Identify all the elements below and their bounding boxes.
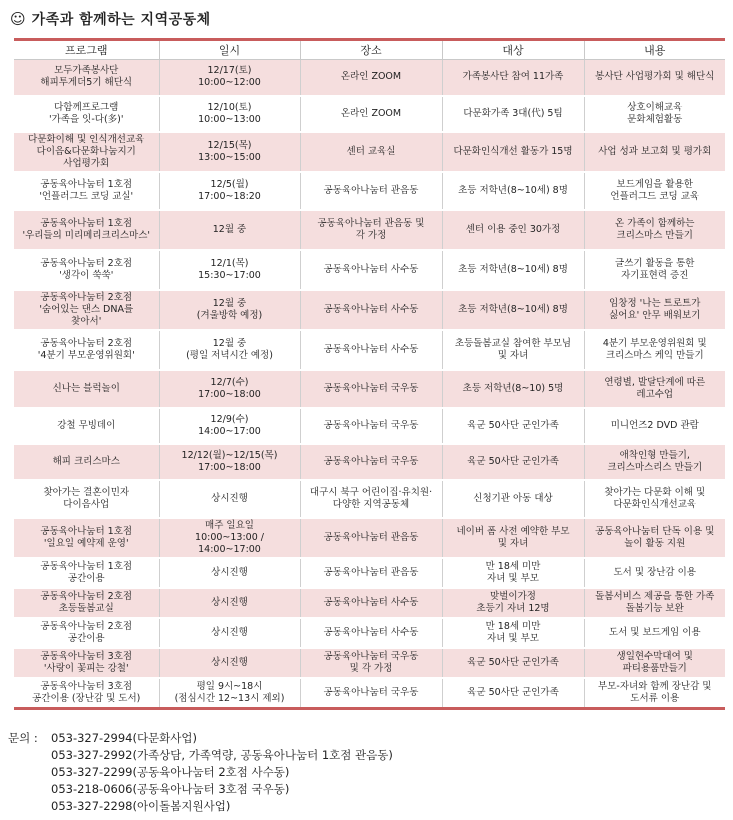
- cell-target: 만 18세 미만 자녀 및 부모: [442, 558, 584, 588]
- cell-place: 공동육아나눔터 국우동: [300, 678, 442, 709]
- cell-program: 공동육아나눔터 2호점 '생각이 쑥쑥': [14, 250, 159, 290]
- cell-place: 공동육아나눔터 관음동: [300, 558, 442, 588]
- table-header-row: [14, 40, 725, 60]
- cell-content: 글쓰기 활동을 통한 자기표현력 증진: [584, 250, 725, 290]
- cell-place: 공동육아나눔터 관음동: [300, 172, 442, 210]
- cell-place: 공동육아나눔터 사수동: [300, 618, 442, 648]
- cell-content: 보드게임을 활용한 언플러그드 코딩 교육: [584, 172, 725, 210]
- cell-program: 공동육아나눔터 1호점 '언플러그드 코딩 교실': [14, 172, 159, 210]
- cell-content: 애착인형 만들기, 크리스마스리스 만들기: [584, 444, 725, 480]
- contact-phone: 053-327-2994(다문화사업): [51, 731, 197, 745]
- cell-target: 육군 50사단 군인가족: [442, 444, 584, 480]
- cell-place: 공동육아나눔터 사수동: [300, 330, 442, 370]
- cell-datetime: 상시진행: [159, 618, 300, 648]
- header-target: 대상: [442, 40, 584, 60]
- table-row: [14, 408, 725, 444]
- cell-target: 초등 저학년(8~10세) 8명: [442, 250, 584, 290]
- cell-program: 공동육아나눔터 2호점 초등돌봄교실: [14, 588, 159, 618]
- cell-content: 부모-자녀와 함께 장난감 및 도서류 이용: [584, 678, 725, 709]
- cell-datetime: 12/10(토) 10:00~13:00: [159, 96, 300, 132]
- cell-program: 공동육아나눔터 2호점 공간이용: [14, 618, 159, 648]
- contact-phone: 053-327-2299(공동육아나눔터 2호점 사수동): [51, 765, 290, 779]
- cell-program: 공동육아나눔터 1호점 '일요일 예약제 운영': [14, 518, 159, 558]
- cell-content: 도서 및 장난감 이용: [584, 558, 725, 588]
- cell-place: 공동육아나눔터 국우동: [300, 408, 442, 444]
- cell-target: 육군 50사단 군인가족: [442, 408, 584, 444]
- table-row: [14, 210, 725, 250]
- cell-program: 공동육아나눔터 3호점 '사랑이 꽃피는 강철': [14, 648, 159, 678]
- cell-content: 돌봄서비스 제공을 통한 가족 돌봄기능 보완: [584, 588, 725, 618]
- cell-datetime: 상시진행: [159, 648, 300, 678]
- smiley-icon: ☺: [10, 9, 26, 28]
- header-datetime: 일시: [159, 40, 300, 60]
- cell-content: 4분기 부모운영위원회 및 크리스마스 케익 만들기: [584, 330, 725, 370]
- cell-datetime: 12월 중 (평일 저녁시간 예정): [159, 330, 300, 370]
- cell-datetime: 12/12(월)~12/15(목) 17:00~18:00: [159, 444, 300, 480]
- cell-program: 공동육아나눔터 3호점 공간이용 (장난감 및 도서): [14, 678, 159, 709]
- header-place: 장소: [300, 40, 442, 60]
- cell-target: 가족봉사단 참여 11가족: [442, 60, 584, 96]
- cell-content: 연령별, 발달단계에 따른 레고수업: [584, 370, 725, 408]
- page-title-text: 가족과 함께하는 지역공동체: [31, 12, 211, 28]
- cell-datetime: 12/7(수) 17:00~18:00: [159, 370, 300, 408]
- table-row: [14, 132, 725, 172]
- cell-target: 육군 50사단 군인가족: [442, 648, 584, 678]
- cell-program: 공동육아나눔터 2호점 '숨어있는 댄스 DNA를 찾아서': [14, 290, 159, 330]
- table-row: [14, 330, 725, 370]
- cell-content: 임창정 '나는 트로트가 싫어요' 안무 배워보기: [584, 290, 725, 330]
- cell-place: 대구시 북구 어린이집·유치원· 다양한 지역공동체: [300, 480, 442, 518]
- cell-target: 맞벌이가정 초등기 자녀 12명: [442, 588, 584, 618]
- cell-datetime: 12월 중 (겨울방학 예정): [159, 290, 300, 330]
- table-row: [14, 370, 725, 408]
- cell-content: 미니언즈2 DVD 관람: [584, 408, 725, 444]
- contact-phone: 053-327-2992(가족상담, 가족역량, 공동육아나눔터 1호점 관음동): [51, 748, 393, 762]
- cell-content: 사업 성과 보고회 및 평가회: [584, 132, 725, 172]
- cell-place: 공동육아나눔터 국우동: [300, 370, 442, 408]
- header-program: 프로그램: [14, 40, 159, 60]
- cell-program: 해피 크리스마스: [14, 444, 159, 480]
- cell-datetime: 상시진행: [159, 480, 300, 518]
- cell-place: 공동육아나눔터 사수동: [300, 588, 442, 618]
- cell-place: 온라인 ZOOM: [300, 96, 442, 132]
- cell-place: 공동육아나눔터 국우동 및 각 가정: [300, 648, 442, 678]
- cell-datetime: 상시진행: [159, 588, 300, 618]
- cell-datetime: 매주 일요일 10:00~13:00 / 14:00~17:00: [159, 518, 300, 558]
- contact-line: [8, 781, 393, 798]
- cell-program: 다함께프로그램 '가족을 잇-다(多)': [14, 96, 159, 132]
- cell-datetime: 평일 9시~18시 (점심시간 12~13시 제외): [159, 678, 300, 709]
- cell-target: 네이버 폼 사전 예약한 부모 및 자녀: [442, 518, 584, 558]
- cell-content: 도서 및 보드게임 이용: [584, 618, 725, 648]
- table-row: [14, 558, 725, 588]
- cell-content: 공동육아나눔터 단독 이용 및 놀이 활동 지원: [584, 518, 725, 558]
- cell-target: 만 18세 미만 자녀 및 부모: [442, 618, 584, 648]
- table-row: [14, 678, 725, 709]
- contact-info: [8, 730, 393, 815]
- cell-place: 공동육아나눔터 관음동 및 각 가정: [300, 210, 442, 250]
- cell-datetime: 12/9(수) 14:00~17:00: [159, 408, 300, 444]
- cell-content: 상호이해교육 문화체험활동: [584, 96, 725, 132]
- program-schedule-table: [14, 38, 725, 710]
- contact-phone: 053-327-2298(아이돌봄지원사업): [51, 799, 231, 813]
- table-row: [14, 250, 725, 290]
- table-row: [14, 444, 725, 480]
- cell-place: 센터 교육실: [300, 132, 442, 172]
- cell-target: 초등돌봄교실 참여한 부모님 및 자녀: [442, 330, 584, 370]
- table-row: [14, 96, 725, 132]
- cell-program: 모두가족봉사단 해피투게더5기 해단식: [14, 60, 159, 96]
- cell-datetime: 12/17(토) 10:00~12:00: [159, 60, 300, 96]
- cell-place: 공동육아나눔터 사수동: [300, 290, 442, 330]
- cell-program: 신나는 블럭놀이: [14, 370, 159, 408]
- cell-target: 다문화가족 3대(代) 5팀: [442, 96, 584, 132]
- cell-program: 다문화이해 및 인식개선교육 다이음&다문화나눔지기 사업평가회: [14, 132, 159, 172]
- cell-target: 초등 저학년(8~10) 5명: [442, 370, 584, 408]
- contact-phone: 053-218-0606(공동육아나눔터 3호점 국우동): [51, 782, 290, 796]
- cell-place: 공동육아나눔터 사수동: [300, 250, 442, 290]
- page-title: [10, 8, 211, 30]
- table-row: [14, 480, 725, 518]
- cell-place: 온라인 ZOOM: [300, 60, 442, 96]
- table-row: [14, 290, 725, 330]
- cell-program: 공동육아나눔터 2호점 '4분기 부모운영위원회': [14, 330, 159, 370]
- cell-datetime: 12/15(목) 13:00~15:00: [159, 132, 300, 172]
- cell-content: 봉사단 사업평가회 및 해단식: [584, 60, 725, 96]
- cell-target: 초등 저학년(8~10세) 8명: [442, 172, 584, 210]
- table-row: [14, 648, 725, 678]
- table-row: [14, 172, 725, 210]
- table-row: [14, 518, 725, 558]
- contact-line: [8, 764, 393, 781]
- cell-target: 육군 50사단 군인가족: [442, 678, 584, 709]
- cell-content: 온 가족이 함께하는 크리스마스 만들기: [584, 210, 725, 250]
- header-content: 내용: [584, 40, 725, 60]
- cell-place: 공동육아나눔터 관음동: [300, 518, 442, 558]
- table-row: [14, 618, 725, 648]
- cell-program: 공동육아나눔터 1호점 '우리들의 미리메리크리스마스': [14, 210, 159, 250]
- cell-target: 신청기관 아동 대상: [442, 480, 584, 518]
- cell-datetime: 12/5(월) 17:00~18:20: [159, 172, 300, 210]
- cell-place: 공동육아나눔터 국우동: [300, 444, 442, 480]
- cell-target: 다문화인식개선 활동가 15명: [442, 132, 584, 172]
- table-row: [14, 588, 725, 618]
- contact-label: 문의 :: [8, 731, 38, 745]
- cell-program: 공동육아나눔터 1호점 공간이용: [14, 558, 159, 588]
- cell-datetime: 상시진행: [159, 558, 300, 588]
- cell-target: 센터 이용 중인 30가정: [442, 210, 584, 250]
- cell-datetime: 12월 중: [159, 210, 300, 250]
- cell-datetime: 12/1(목) 15:30~17:00: [159, 250, 300, 290]
- contact-line: [8, 730, 393, 747]
- cell-content: 생일현수막대여 및 파티용품만들기: [584, 648, 725, 678]
- cell-content: 찾아가는 다문화 이해 및 다문화인식개선교육: [584, 480, 725, 518]
- cell-target: 초등 저학년(8~10세) 8명: [442, 290, 584, 330]
- contact-line: [8, 798, 393, 815]
- cell-program: 강철 무빙데이: [14, 408, 159, 444]
- table-row: [14, 60, 725, 96]
- contact-line: [8, 747, 393, 764]
- cell-program: 찾아가는 결혼이민자 다이음사업: [14, 480, 159, 518]
